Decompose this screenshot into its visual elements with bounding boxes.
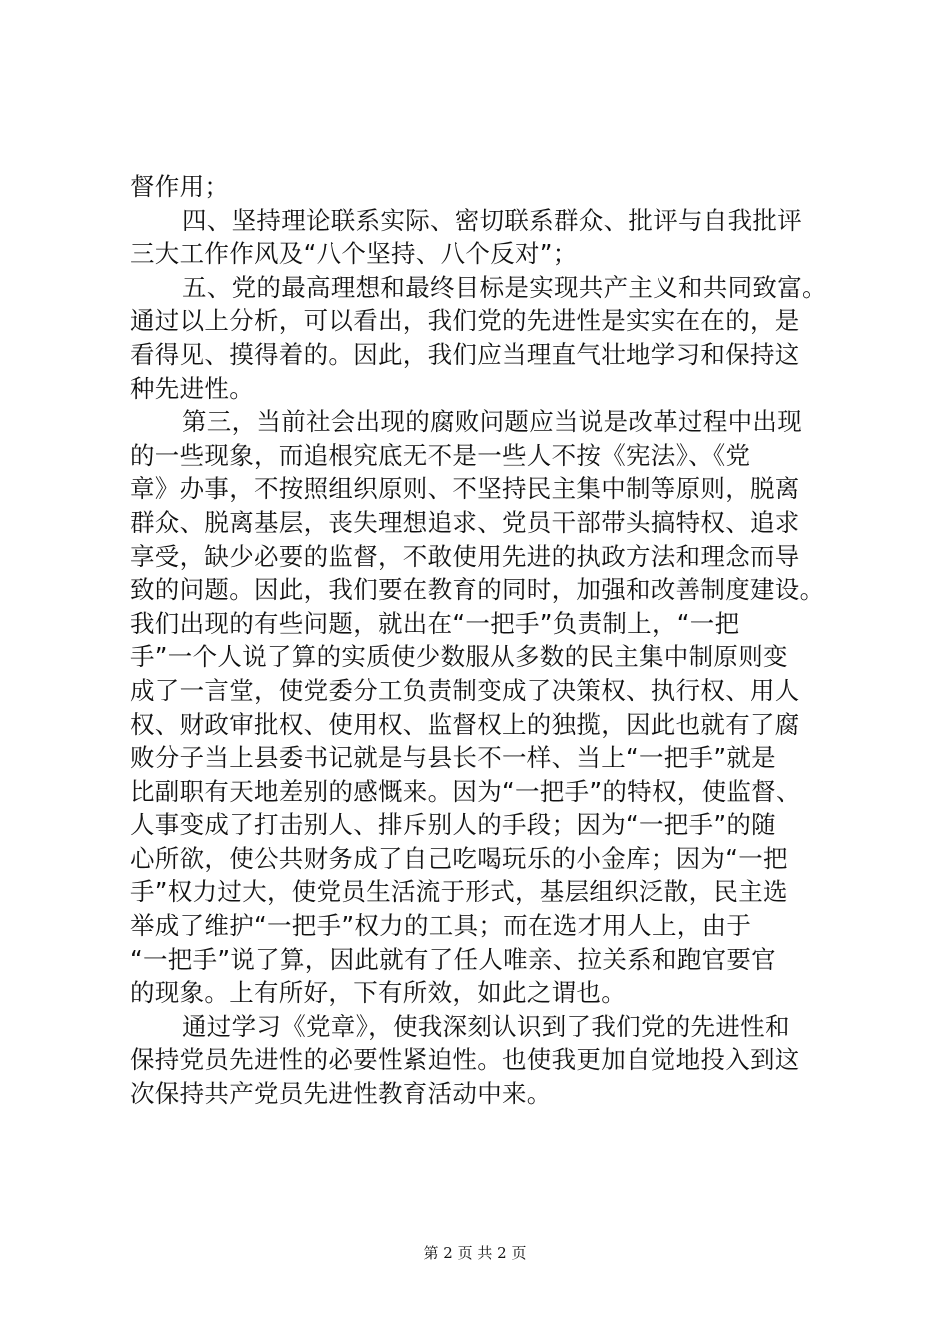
text-line: 三大工作作风及“八个坚持、八个反对”；	[130, 239, 578, 269]
text-line: 看得见、摸得着的。因此，我们应当理直气壮地学习和保持这	[130, 339, 800, 369]
text-line: 通过以上分析，可以看出，我们党的先进性是实实在在的，是	[130, 306, 800, 336]
page-footer	[0, 1242, 950, 1263]
text-line: 比副职有天地差别的感慨来。因为“一把手”的特权，使监督、	[130, 776, 801, 806]
text-line: 成了一言堂，使党委分工负责制变成了决策权、执行权、用人	[130, 675, 800, 705]
document-body	[130, 170, 830, 1111]
text-line: 我们出现的有些问题，就出在“一把手”负责制上，“一把	[130, 608, 740, 638]
text-line: 的现象。上有所好，下有所效，如此之谓也。	[130, 978, 626, 1008]
text-line: 的一些现象，而追根究底无不是一些人不按《宪法》、《党	[130, 440, 751, 470]
page-number-label: 第 2 页 共 2 页	[423, 1244, 527, 1262]
text-line: 群众、脱离基层，丧失理想追求、党员干部带头搞特权、追求	[130, 507, 800, 537]
text-line: 种先进性。	[130, 373, 254, 403]
text-line: 举成了维护“一把手”权力的工具；而在选才用人上，由于	[130, 911, 752, 941]
text-line: 通过学习《党章》，使我深刻认识到了我们党的先进性和	[182, 1011, 790, 1041]
text-line: 手”权力过大，使党员生活流于形式，基层组织泛散，民主选	[130, 877, 788, 907]
text-line: 心所欲，使公共财务成了自己吃喝玩乐的小金库；因为“一把	[130, 843, 788, 873]
text-line: 享受，缺少必要的监督，不敢使用先进的执政方法和理念而导	[130, 541, 800, 571]
text-line: 第三，当前社会出现的腐败问题应当说是改革过程中出现	[182, 407, 802, 437]
text-line: 五、党的最高理想和最终目标是实现共产主义和共同致富。	[182, 272, 827, 302]
text-line: 败分子当上县委书记就是与县长不一样、当上“一把手”就是	[130, 743, 776, 773]
text-line: 致的问题。因此，我们要在教育的同时，加强和改善制度建设。	[130, 575, 825, 605]
text-line: 手”一个人说了算的实质使少数服从多数的民主集中制原则变	[130, 642, 788, 672]
text-line: 人事变成了打击别人、排斥别人的手段；因为“一把手”的随	[130, 810, 776, 840]
text-line: 权、财政审批权、使用权、监督权上的独揽，因此也就有了腐	[130, 709, 800, 739]
text-line: 四、坚持理论联系实际、密切联系群众、批评与自我批评	[182, 205, 802, 235]
text-line: 次保持共产党员先进性教育活动中来。	[130, 1079, 552, 1109]
text-line: “一把手”说了算，因此就有了任人唯亲、拉关系和跑官要官	[130, 944, 776, 974]
text-line: 章》办事，不按照组织原则、不坚持民主集中制等原则，脱离	[130, 474, 800, 504]
text-line: 督作用；	[130, 172, 230, 201]
text-line: 保持党员先进性的必要性紧迫性。也使我更加自觉地投入到这	[130, 1045, 800, 1075]
